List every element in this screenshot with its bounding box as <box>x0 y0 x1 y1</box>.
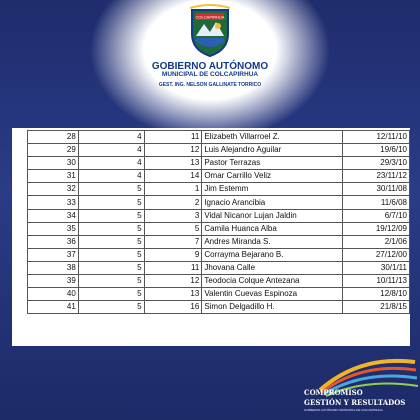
table-cell: 7 <box>144 235 202 248</box>
table-row <box>28 275 410 288</box>
table-cell: 23/11/12 <box>343 170 410 183</box>
table-cell: 10/11/13 <box>343 275 410 288</box>
table-cell: 5 <box>78 209 144 222</box>
table-cell: Luis Alejandro Aguilar <box>202 144 343 157</box>
table-cell: 27/12/00 <box>343 248 410 261</box>
table-row <box>28 248 410 261</box>
document-page <box>12 128 410 346</box>
table-row <box>28 261 410 274</box>
table-cell: 5 <box>78 288 144 301</box>
table-cell: 29/3/10 <box>343 157 410 170</box>
slogan-line-1: COMPROMISO <box>304 388 363 397</box>
table-cell: 2/1/06 <box>343 235 410 248</box>
table-cell: 30/11/08 <box>343 183 410 196</box>
table-cell: Vidal Nicanor Lujan Jaldin <box>202 209 343 222</box>
table-cell: 5 <box>78 235 144 248</box>
table-cell: 5 <box>78 222 144 235</box>
table-row <box>28 144 410 157</box>
table-cell: 1 <box>144 183 202 196</box>
table-cell: 32 <box>28 183 79 196</box>
table-cell: 41 <box>28 301 79 314</box>
table-row <box>28 196 410 209</box>
table-row <box>28 131 410 144</box>
table-cell: Simon Delgadillo H. <box>202 301 343 314</box>
table-cell: 9 <box>144 248 202 261</box>
table-cell: 29 <box>28 144 79 157</box>
org-title: GOBIERNO AUTÓNOMO <box>151 61 269 72</box>
table-cell: 5 <box>78 275 144 288</box>
table-cell: 12 <box>144 275 202 288</box>
table-cell: 14 <box>144 170 202 183</box>
table-row <box>28 222 410 235</box>
table-cell: 30 <box>28 157 79 170</box>
table-cell: Teodocia Colque Antezana <box>202 275 343 288</box>
table-cell: 16 <box>144 301 202 314</box>
table-cell: 40 <box>28 288 79 301</box>
table-cell: 4 <box>78 157 144 170</box>
table-cell: 11 <box>144 261 202 274</box>
table-cell: Valentin Cuevas Espinoza <box>202 288 343 301</box>
table-cell: 19/6/10 <box>343 144 410 157</box>
table-row <box>28 183 410 196</box>
table-row <box>28 170 410 183</box>
header-banner <box>0 0 420 128</box>
table-cell: 6/7/10 <box>343 209 410 222</box>
table-cell: 38 <box>28 261 79 274</box>
table-cell: Elizabeth Villarroel Z. <box>202 131 343 144</box>
table-cell: 12/11/10 <box>343 131 410 144</box>
table-cell: Andres Miranda S. <box>202 235 343 248</box>
table-cell: 11 <box>144 131 202 144</box>
table-cell: 30/1/11 <box>343 261 410 274</box>
table-row <box>28 235 410 248</box>
administration-label: GEST. ING. NELSON GALLINATE TORRICO <box>158 82 262 88</box>
table-cell: 3 <box>144 209 202 222</box>
emblem-label: COLCAPIRHUA <box>195 14 225 20</box>
table-cell: 34 <box>28 209 79 222</box>
slogan-line-3: GOBIERNO AUTÓNOMO MUNICIPAL DE COLCAPIRHUA <box>304 408 383 412</box>
table-cell: 5 <box>144 222 202 235</box>
table-cell: 5 <box>78 248 144 261</box>
municipal-emblem-icon <box>188 4 232 58</box>
table-cell: 4 <box>78 144 144 157</box>
table-cell: 12/8/10 <box>343 288 410 301</box>
table-cell: 4 <box>78 170 144 183</box>
org-subtitle: MUNICIPAL DE COLCAPIRHUA <box>161 71 259 78</box>
table-cell: 36 <box>28 235 79 248</box>
table-row <box>28 209 410 222</box>
table-cell: 33 <box>28 196 79 209</box>
table-cell: Pastor Terrazas <box>202 157 343 170</box>
table-cell: 39 <box>28 275 79 288</box>
table-cell: 5 <box>78 261 144 274</box>
table-cell: 11/6/08 <box>343 196 410 209</box>
table-cell: 5 <box>78 183 144 196</box>
table-row <box>28 157 410 170</box>
table-cell: Corrayma Bejarano B. <box>202 248 343 261</box>
table-cell: 13 <box>144 288 202 301</box>
table-cell: 19/12/09 <box>343 222 410 235</box>
table-cell: Jim Estemm <box>202 183 343 196</box>
table-cell: 13 <box>144 157 202 170</box>
table-cell: 12 <box>144 144 202 157</box>
table-cell: 28 <box>28 131 79 144</box>
table-cell: 5 <box>78 301 144 314</box>
table-cell: 2 <box>144 196 202 209</box>
table-cell: 5 <box>78 196 144 209</box>
table-cell: Ignacio Arancibia <box>202 196 343 209</box>
table-cell: 35 <box>28 222 79 235</box>
table-cell: Camila Huanca Alba <box>202 222 343 235</box>
members-table <box>27 130 410 314</box>
slogan-line-2: GESTIÓN Y RESULTADOS <box>304 398 406 407</box>
table-cell: 4 <box>78 131 144 144</box>
table-cell: 37 <box>28 248 79 261</box>
table-row <box>28 288 410 301</box>
table-cell: Omar Carrillo Veliz <box>202 170 343 183</box>
table-cell: 21/8/15 <box>343 301 410 314</box>
table-cell: Jhovana Calle <box>202 261 343 274</box>
table-cell: 31 <box>28 170 79 183</box>
table-row <box>28 301 410 314</box>
